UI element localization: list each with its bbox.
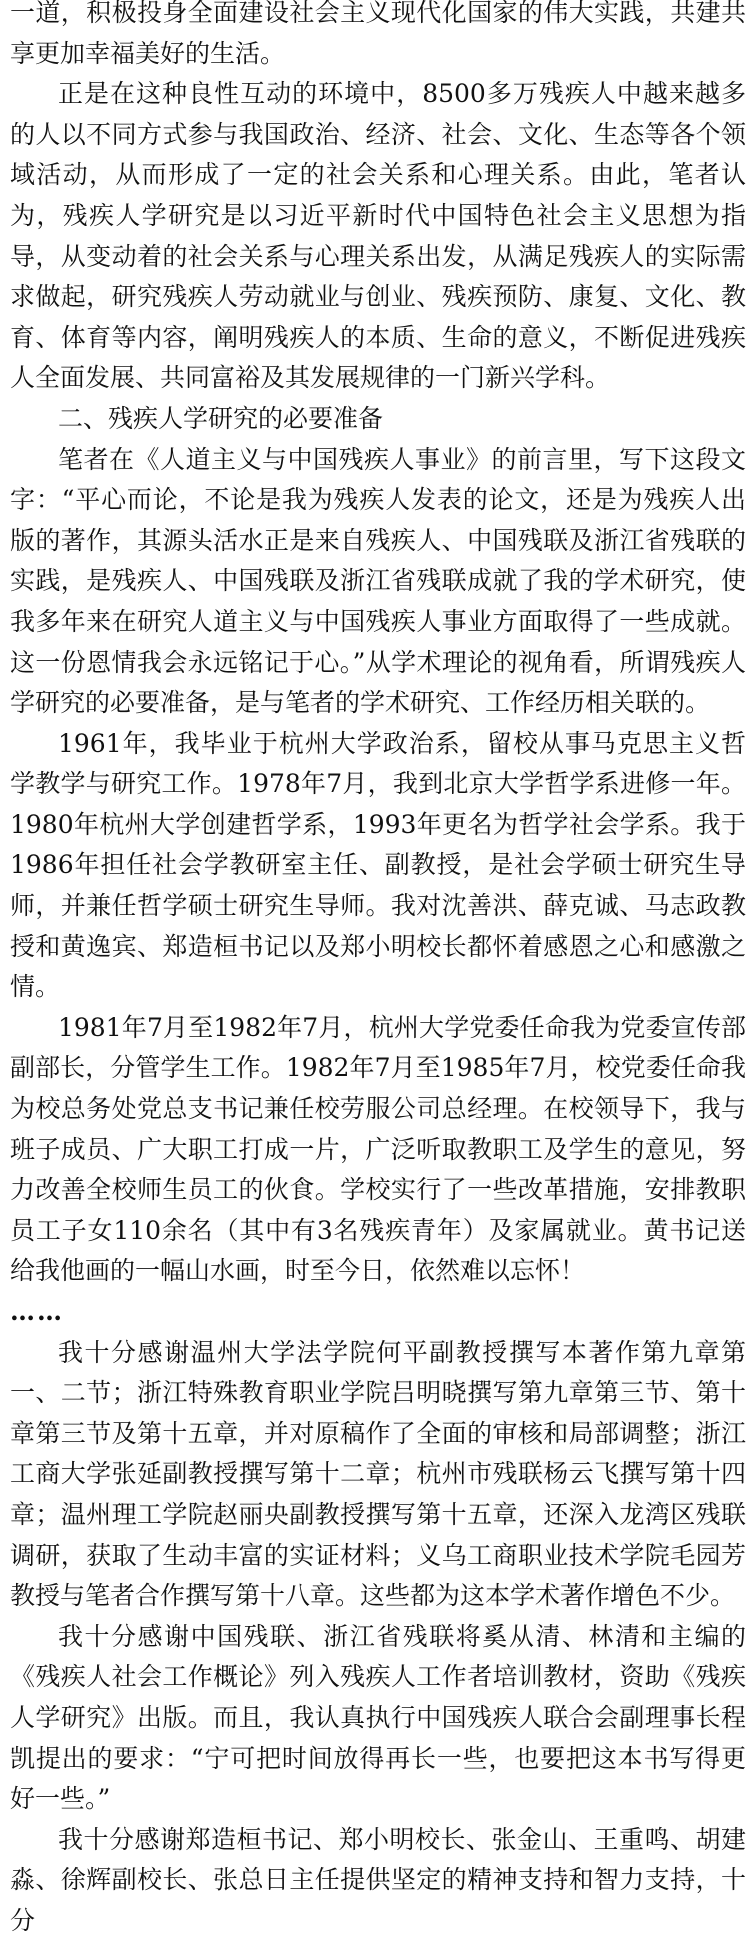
paragraph-intro-continuation: 一道，积极投身全面建设社会主义现代化国家的伟大实践，共建共享更加幸福美好的生活。 xyxy=(10,0,746,68)
ellipsis-separator: …… xyxy=(10,1297,64,1326)
section-heading: 二、残疾人学研究的必要准备 xyxy=(58,403,384,433)
paragraph-thanks-federation: 我十分感谢中国残联、浙江省残联将奚从清、林清和主编的《残疾人社会工作概论》列入残疾人工作者培训教材，资助《残疾人学研究》出版。而且，我认真执行中国残疾人联合会副理事长程凯提出的要求：“宁可把时间放得再长一些，也要把这本书写得更好一些。” xyxy=(10,1621,746,1814)
paragraph-career-1981: 1981年7月至1982年7月，杭州大学党委任命我为党委宣传部副部长，分管学生工作。1982年7月至1985年7月，校党委任命我为校总务处党总支书记兼任校劳服公司总经理。在校领导下，我与班子成员、广大职工打成一片，广泛听取教职工及学生的意见，努力改善全校师生员工的伙食。学校实行了一些改革措施，安排教职员工子女110余名（其中有3名残疾青年）及家属就业。黄书记送给我他画的一幅山水画，时至今日，依然难以忘怀！ xyxy=(10,1012,746,1286)
paragraph-thanks-authors: 我十分感谢温州大学法学院何平副教授撰写本著作第九章第一、二节；浙江特殊教育职业学院吕明晓撰写第九章第三节、第十章第三节及第十五章，并对原稿作了全面的审核和局部调整；浙江工商大学张延副教授撰写第十二章；杭州市残联杨云飞撰写第十四章；温州理工学院赵丽央副教授撰写第十五章，还深入龙湾区残联调研，获取了生动丰富的实证材料；义乌工商职业技术学院毛园芳教授与笔者合作撰写第十八章。这些都为这本学术著作增色不少。 xyxy=(10,1337,746,1611)
paragraph-preface-quote: 笔者在《人道主义与中国残疾人事业》的前言里，写下这段文字：“平心而论，不论是我为残疾人发表的论文，还是为残疾人出版的著作，其源头活水正是来自残疾人、中国残联及浙江省残联的实践，是残疾人、中国残联及浙江省残联成就了我的学术研究，使我多年来在研究人道主义与中国残疾人事业方面取得了一些成就。这一份恩情我会永远铭记于心。”从学术理论的视角看，所谓残疾人学研究的必要准备，是与笔者的学术研究、工作经历相关联的。 xyxy=(10,444,746,718)
paragraph-interaction-definition: 正是在这种良性互动的环境中，8500多万残疾人中越来越多的人以不同方式参与我国政治、经济、社会、文化、生态等各个领域活动，从而形成了一定的社会关系和心理关系。由此，笔者认为，残疾人学研究是以习近平新时代中国特色社会主义思想为指导，从变动着的社会关系与心理关系出发，从满足残疾人的实际需求做起，研究残疾人劳动就业与创业、残疾预防、康复、文化、教育、体育等内容，阐明残疾人的本质、生命的意义，不断促进残疾人全面发展、共同富裕及其发展规律的一门新兴学科。 xyxy=(10,79,746,393)
paragraph-thanks-leaders: 我十分感谢郑造桓书记、郑小明校长、张金山、王重鸣、胡建淼、徐辉副校长、张总日主任提供坚定的精神支持和智力支持，十分 xyxy=(10,1824,746,1935)
paragraph-career-1961: 1961年，我毕业于杭州大学政治系，留校从事马克思主义哲学教学与研究工作。1978年7月，我到北京大学哲学系进修一年。1980年杭州大学创建哲学系，1993年更名为哲学社会学系。我于1986年担任社会学教研室主任、副教授，是社会学硕士研究生导师，并兼任哲学硕士研究生导师。我对沈善洪、薛克诚、马志政教授和黄逸宾、郑造桓书记以及郑小明校长都怀着感恩之心和感激之情。 xyxy=(10,728,746,1002)
